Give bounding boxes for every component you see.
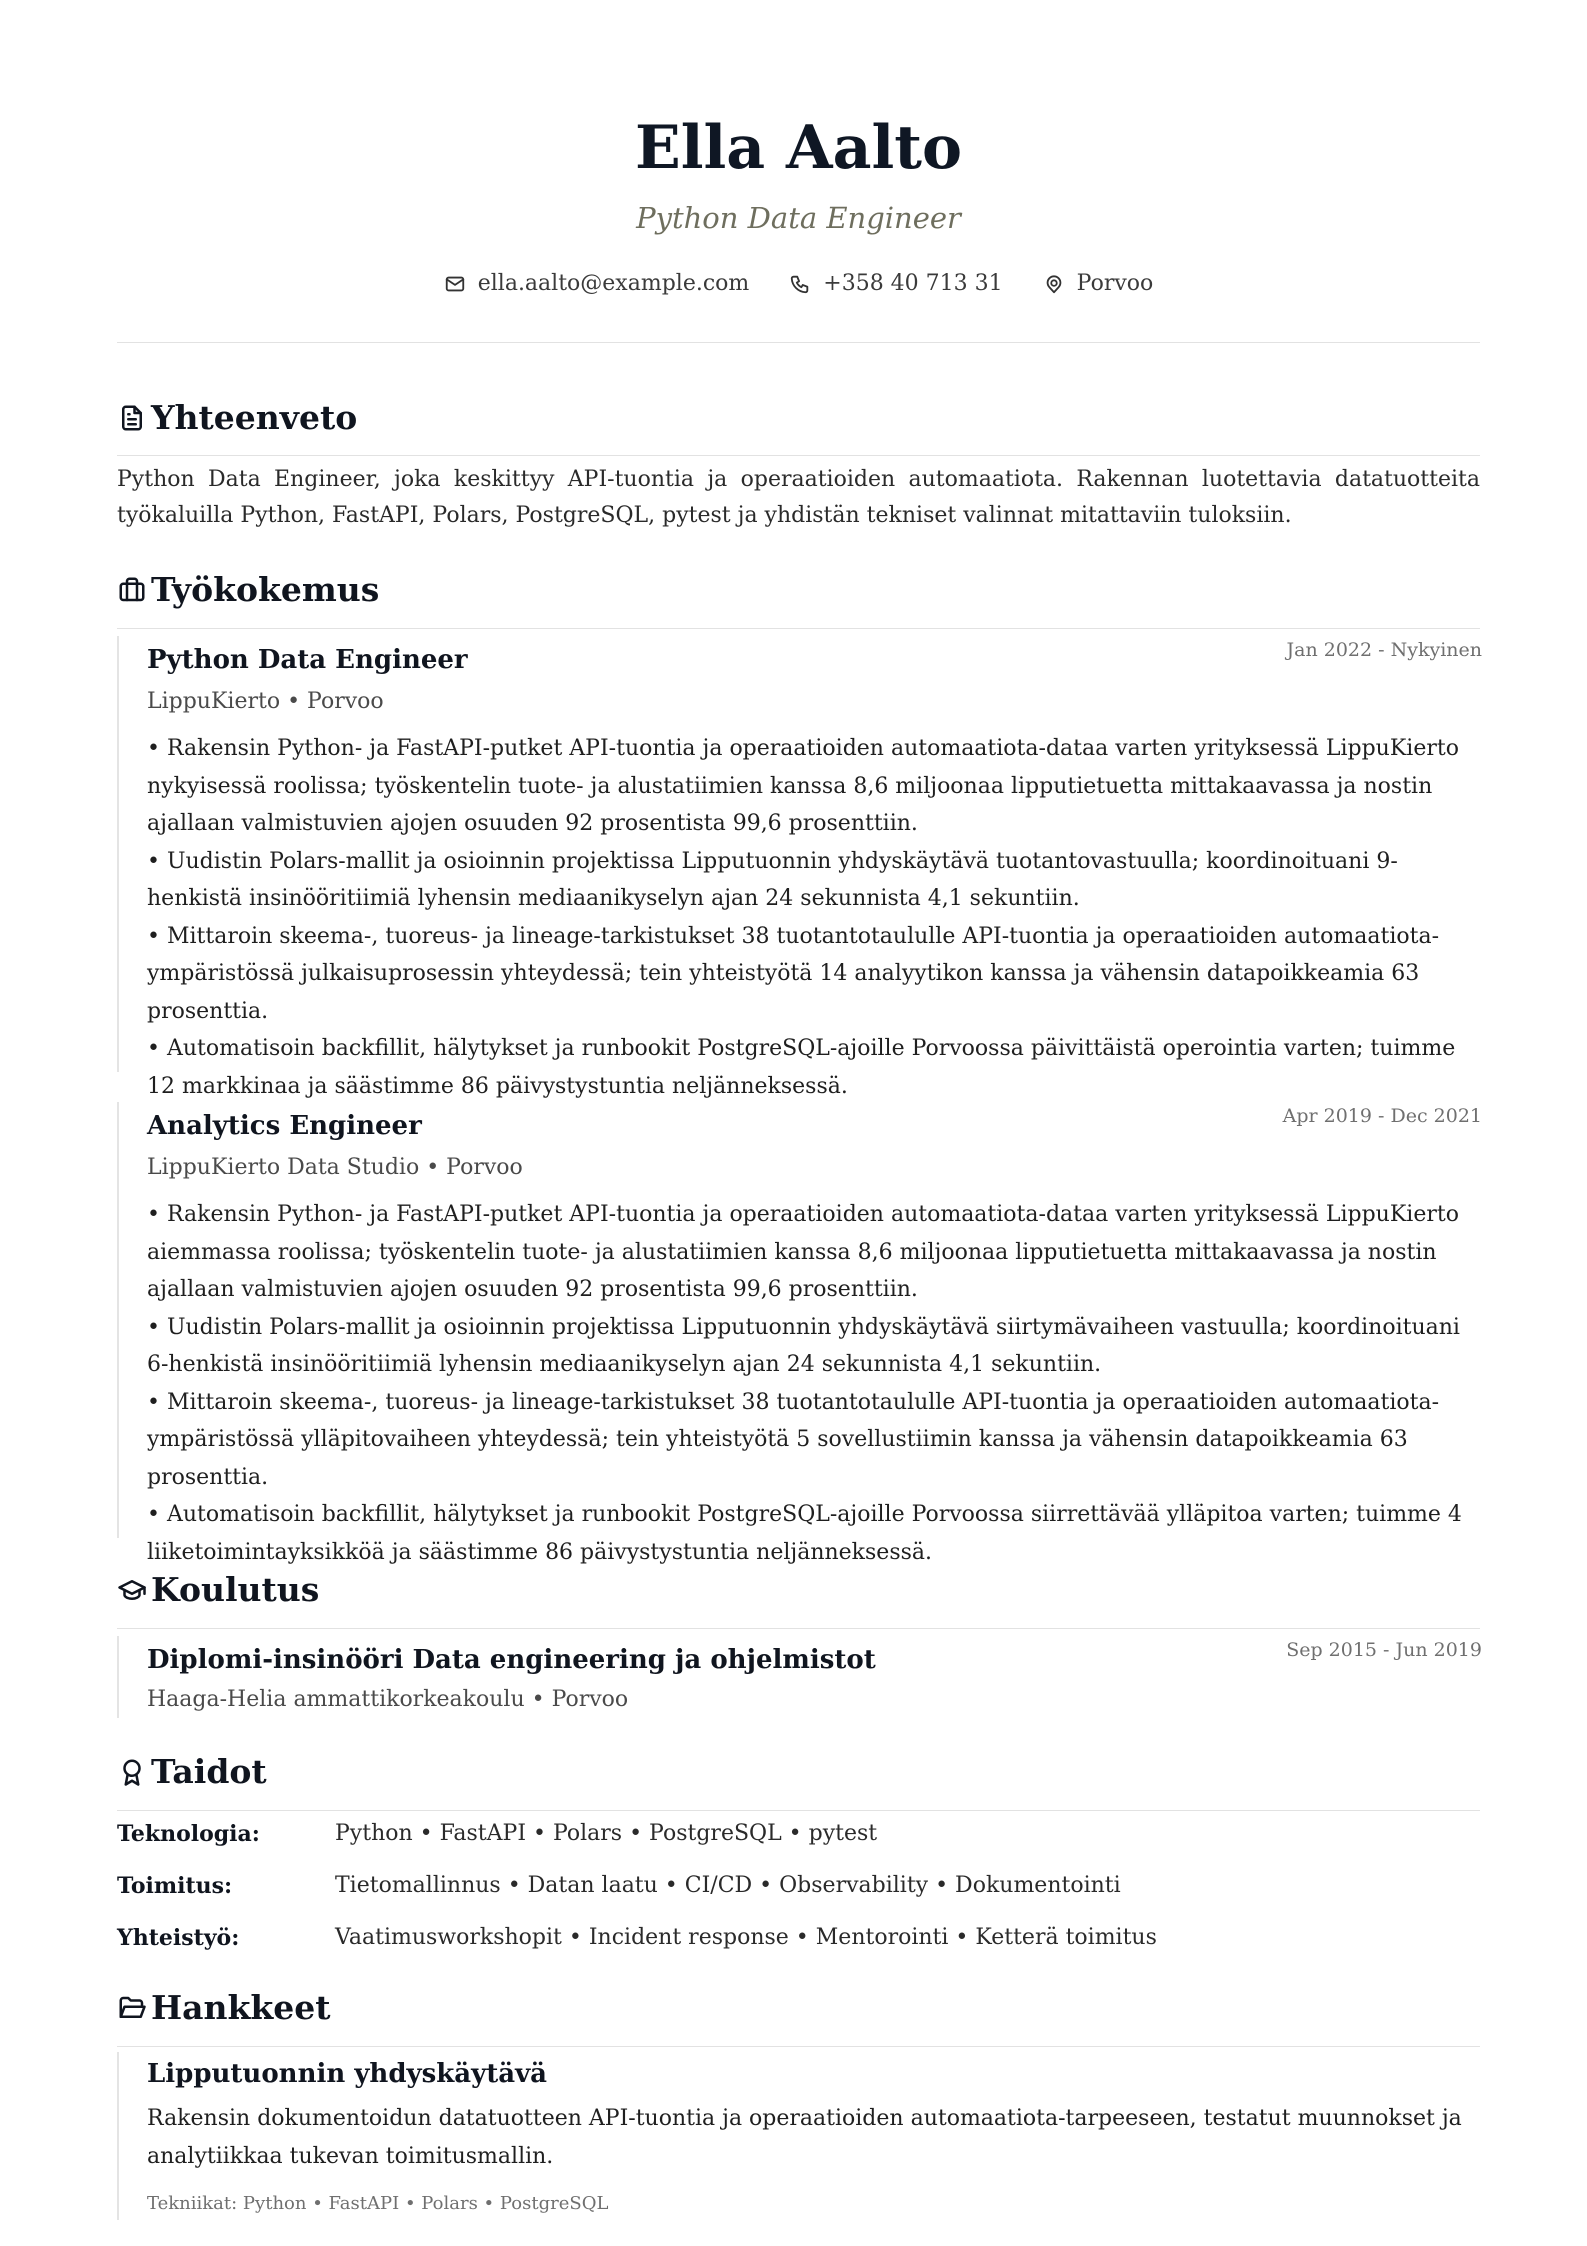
section-title-education: Koulutus	[117, 1566, 319, 1614]
job-bullet: • Uudistin Polars-mallit ja osioinnin projektissa Lipputuonnin yhdyskäytävä siirtymävaiheen vastuulla; koordinoituani 6-henkistä insinööritiimiä lyhensin mediaanikyselyn ajan 24 sekunnista 4,1 sekuntiin.	[147, 1314, 1460, 1377]
job-dates: Jan 2022 - Nykyinen	[1286, 639, 1482, 661]
job-bullets	[147, 1196, 1482, 1571]
skill-value: Python • FastAPI • Polars • PostgreSQL • pytest	[335, 1821, 878, 1846]
education-degree: Diplomi-insinööri Data engineering ja ohjelmistot	[147, 1645, 876, 1675]
job-title: Analytics Engineer	[147, 1111, 422, 1141]
project-tech: Tekniikat: Python • FastAPI • Polars • PostgreSQL	[147, 2193, 609, 2214]
skill-row	[117, 1868, 1480, 1904]
section-rule	[117, 2046, 1480, 2047]
briefcase-icon	[117, 575, 147, 605]
job-bullet: • Mittaroin skeema-, tuoreus- ja lineage-tarkistukset 38 tuotantotaululle API-tuontia ja operaatioiden automaatiota-ympäristössä julkaisuprosessin yhteydessä; tein yhteistyötä 14 analyytikon kanssa ja vähensin datapoikkeamia 63 prosenttia.	[147, 923, 1440, 1024]
graduation-cap-icon	[117, 1575, 147, 1605]
skill-label: Yhteistyö:	[117, 1925, 240, 1951]
job-dates: Apr 2019 - Dec 2021	[1282, 1105, 1482, 1127]
education-entry	[117, 1636, 1482, 1718]
phone-icon	[789, 273, 811, 295]
section-rule	[117, 628, 1480, 629]
project-description: Rakensin dokumentoidun datatuotteen API-tuontia ja operaatioiden automaatiota-tarpeeseen, testatut muunnokset ja analytiikkaa tukevan toimitusmallin.	[147, 2106, 1462, 2169]
skill-label: Toimitus:	[117, 1873, 233, 1899]
job-entry	[117, 1102, 1482, 1565]
contact-email[interactable]	[444, 266, 750, 302]
folder-open-icon	[117, 1993, 147, 2023]
job-bullet: • Mittaroin skeema-, tuoreus- ja lineage-tarkistukset 38 tuotantotaululle API-tuontia ja operaatioiden automaatiota-ympäristössä ylläpitovaiheen yhteydessä; tein yhteistyötä 5 sovellustiimin kanssa ja vähensin datapoikkeamia 63 prosenttia.	[147, 1389, 1440, 1490]
job-bullets	[147, 730, 1482, 1105]
contact-phone[interactable]	[789, 266, 1002, 302]
job-entry	[117, 636, 1482, 1099]
job-title: Python Data Engineer	[147, 645, 468, 675]
project-entry	[117, 2052, 1482, 2220]
job-bullet: • Uudistin Polars-mallit ja osioinnin projektissa Lipputuonnin yhdyskäytävä tuotantovastuulla; koordinoituani 9-henkistä insinööritiimiä lyhensin mediaanikyselyn ajan 24 sekunnista 4,1 sekuntiin.	[147, 848, 1398, 911]
document-icon	[117, 403, 147, 433]
job-bullet: • Automatisoin backfillit, hälytykset ja runbookit PostgreSQL-ajoille Porvoossa päivittäistä operointia varten; tuimme 12 markkinaa ja säästimme 86 päivystystuntia neljänneksessä.	[147, 1036, 1456, 1099]
project-name: Lipputuonnin yhdyskäytävä	[147, 2059, 548, 2089]
job-bullet: • Rakensin Python- ja FastAPI-putket API-tuontia ja operaatioiden automaatiota-dataa varten yrityksessä LippuKierto aiemmassa roolissa; työskentelin tuote- ja alustatiimien kanssa 8,6 miljoonaa lipputietuetta mittakaavassa ja nostin ajallaan valmistuvien ajojen osuuden 92 prosentista 99,6 prosenttiin.	[147, 1202, 1459, 1302]
education-school: Haaga-Helia ammattikorkeakoulu • Porvoo	[147, 1687, 629, 1712]
contact-location	[1043, 266, 1154, 302]
candidate-name: Ella Aalto	[634, 113, 963, 183]
section-title-experience: Työkokemus	[117, 566, 379, 614]
section-rule	[117, 455, 1480, 456]
mail-icon	[444, 273, 466, 295]
skill-row	[117, 1920, 1480, 1956]
skill-value: Vaatimusworkshopit • Incident response • Mentorointi • Ketterä toimitus	[335, 1925, 1157, 1950]
email-text: ella.aalto@example.com	[477, 271, 750, 296]
section-title-summary: Yhteenveto	[117, 394, 357, 442]
summary-text: Python Data Engineer, joka keskittyy API-tuontia ja operaatioiden automaatiota. Rakennan luotettavia datatuotteita työkaluilla Python, FastAPI, Polars, PostgreSQL, pytest ja yhdistän tekniset valinnat mitattaviin tuloksiin.	[117, 467, 1480, 528]
section-rule	[117, 1628, 1480, 1629]
award-icon	[117, 1757, 147, 1787]
section-rule	[117, 1810, 1480, 1811]
skill-row	[117, 1816, 1480, 1852]
section-title-skills: Taidot	[117, 1748, 267, 1796]
candidate-role: Python Data Engineer	[636, 201, 961, 235]
phone-text: +358 40 713 31	[823, 271, 1003, 296]
job-bullet: • Rakensin Python- ja FastAPI-putket API-tuontia ja operaatioiden automaatiota-dataa varten yrityksessä LippuKierto nykyisessä roolissa; työskentelin tuote- ja alustatiimien kanssa 8,6 miljoonaa lipputietuetta mittakaavassa ja nostin ajallaan valmistuvien ajojen osuuden 92 prosentista 99,6 prosenttiin.	[147, 736, 1459, 836]
contact-bar	[117, 266, 1480, 302]
skill-label: Teknologia:	[117, 1821, 260, 1847]
job-company: LippuKierto • Porvoo	[147, 689, 384, 714]
education-dates: Sep 2015 - Jun 2019	[1286, 1639, 1482, 1661]
header-divider	[117, 342, 1480, 343]
job-bullet: • Automatisoin backfillit, hälytykset ja runbookit PostgreSQL-ajoille Porvoossa siirrettävää ylläpitoa varten; tuimme 4 liiketoimintayksikköä ja säästimme 86 päivystystuntia neljänneksessä.	[147, 1502, 1462, 1565]
job-company: LippuKierto Data Studio • Porvoo	[147, 1155, 523, 1180]
location-text: Porvoo	[1076, 271, 1154, 296]
section-title-projects: Hankkeet	[117, 1984, 331, 2032]
map-pin-icon	[1043, 273, 1065, 295]
skill-value: Tietomallinnus • Datan laatu • CI/CD • Observability • Dokumentointi	[335, 1873, 1121, 1898]
